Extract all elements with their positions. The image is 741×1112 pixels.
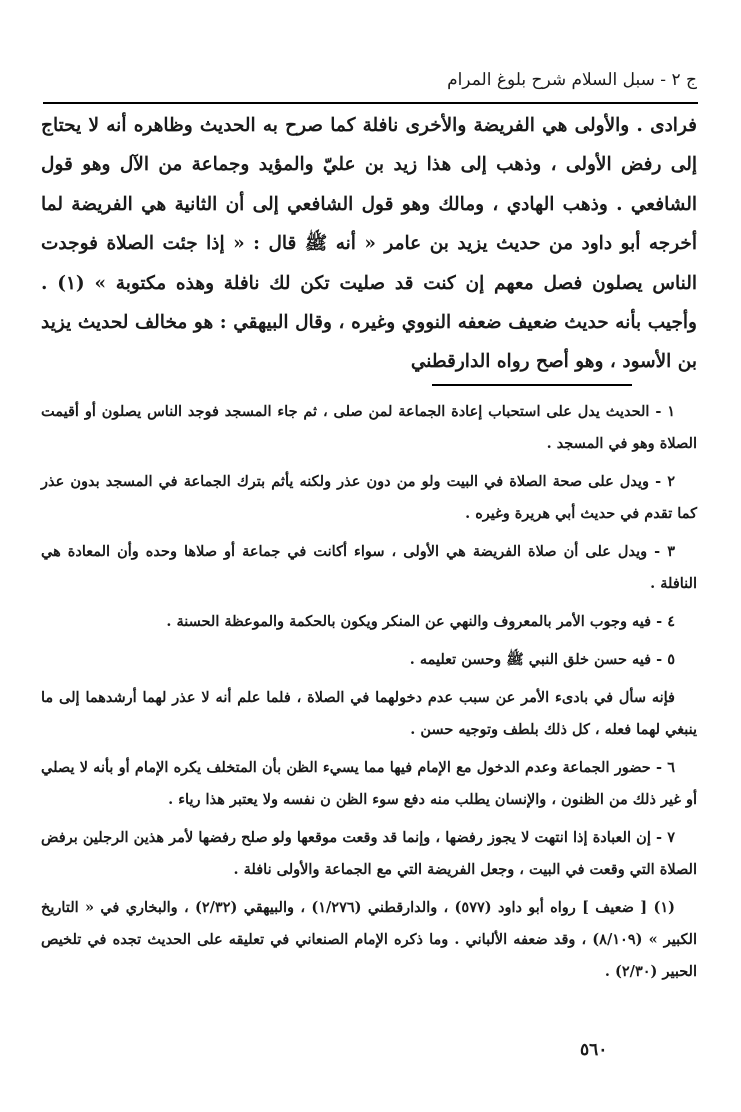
main-paragraph: فرادى . والأولى هي الفريضة والأخرى نافلة كما صرح به الحديث وظاهره أنه لا يحتاج إلى رفض الأولى ، وذهب إلى هذا زيد بن عليّ والمؤيد وجماعة من الآل وهو قول الشافعي . وذهب الهادي ، ومالك وهو قول الشافعي إلى أن الثانية هي الفريضة لما أخرجه أبو داود من حديث يزيد بن عامر « أنه ﷺ قال : « إذا جئت الصلاة فوجدت الناس يصلون فصل معهم إن كنت قد صليت تكن لك نافلة وهذه مكتوبة » (١) . وأجيب بأنه حديث ضعيف ضعفه النووي وغيره ، وقال البيهقي : هو مخالف لحديث يزيد بن الأسود ، وهو أصح رواه الدارقطني — [41, 115, 697, 373]
note-7: ٧ - إن العبادة إذا انتهت لا يجوز رفضها ، وإنما قد وقعت موقعها ولو صلح رفضها لأمر هذين الرجلين برفض الصلاة التي وقعت في البيت ، وجعل الفريضة التي مع الجماعة والأولى نافلة . — [41, 829, 697, 878]
note-1: ١ - الحديث يدل على استحباب إعادة الجماعة لمن صلى ، ثم جاء المسجد فوجد الناس يصلون أو أقيمت الصلاة وهو في المسجد . — [41, 403, 697, 452]
footnote-divider — [432, 384, 632, 386]
main-text — [41, 106, 697, 382]
header-rule — [43, 102, 698, 104]
note-5: ٥ - فيه حسن خلق النبي ﷺ وحسن تعليمه . — [409, 651, 675, 668]
note-4: ٤ - فيه وجوب الأمر بالمعروف والنهي عن المنكر ويكون بالحكمة والموعظة الحسنة . — [166, 613, 675, 630]
note-6: ٦ - حضور الجماعة وعدم الدخول مع الإمام فيها مما يسيء الظن بأن المتخلف يكره الإمام أو بأنه لا يصلي أو غير ذلك من الظنون ، والإنسان يطلب منه دفع سوء الظن ن نفسه ولا يعتبر هذا رياء . — [41, 759, 697, 808]
notes-section — [41, 396, 697, 988]
note-3: ٣ - ويدل على أن صلاة الفريضة هي الأولى ، سواء أكانت في جماعة أو صلاها وحده وأن المعادة هي النافلة . — [41, 543, 697, 592]
footnote-1: (١) [ ضعيف ] رواه أبو داود (٥٧٧) ، والدارقطني (١/٢٧٦) ، والبيهقي (٢/٣٢) ، والبخاري في « التاريخ الكبير » (٨/١٠٩) ، وقد ضعفه الألباني . وما ذكره الإمام الصنعاني في تعليقه على الحديث تجده في تلخيص الحبير (٢/٣٠) . — [41, 899, 697, 980]
page-number: ٥٦٠ — [580, 1040, 608, 1060]
note-2: ٢ - ويدل على صحة الصلاة في البيت ولو من دون عذر ولكنه يأثم بترك الجماعة في المسجد بدون عذر كما تقدم في حديث أبي هريرة وغيره . — [41, 473, 697, 522]
running-header: ج ٢ - سبل السلام شرح بلوغ المرام — [447, 70, 697, 90]
note-5-continuation: فإنه سأل في بادىء الأمر عن سبب عدم دخولهما في الصلاة ، فلما علم أنه لا عذر لهما أرشدهما إلى ما ينبغي لهما فعله ، كل ذلك بلطف وتوجيه حسن . — [41, 689, 697, 738]
